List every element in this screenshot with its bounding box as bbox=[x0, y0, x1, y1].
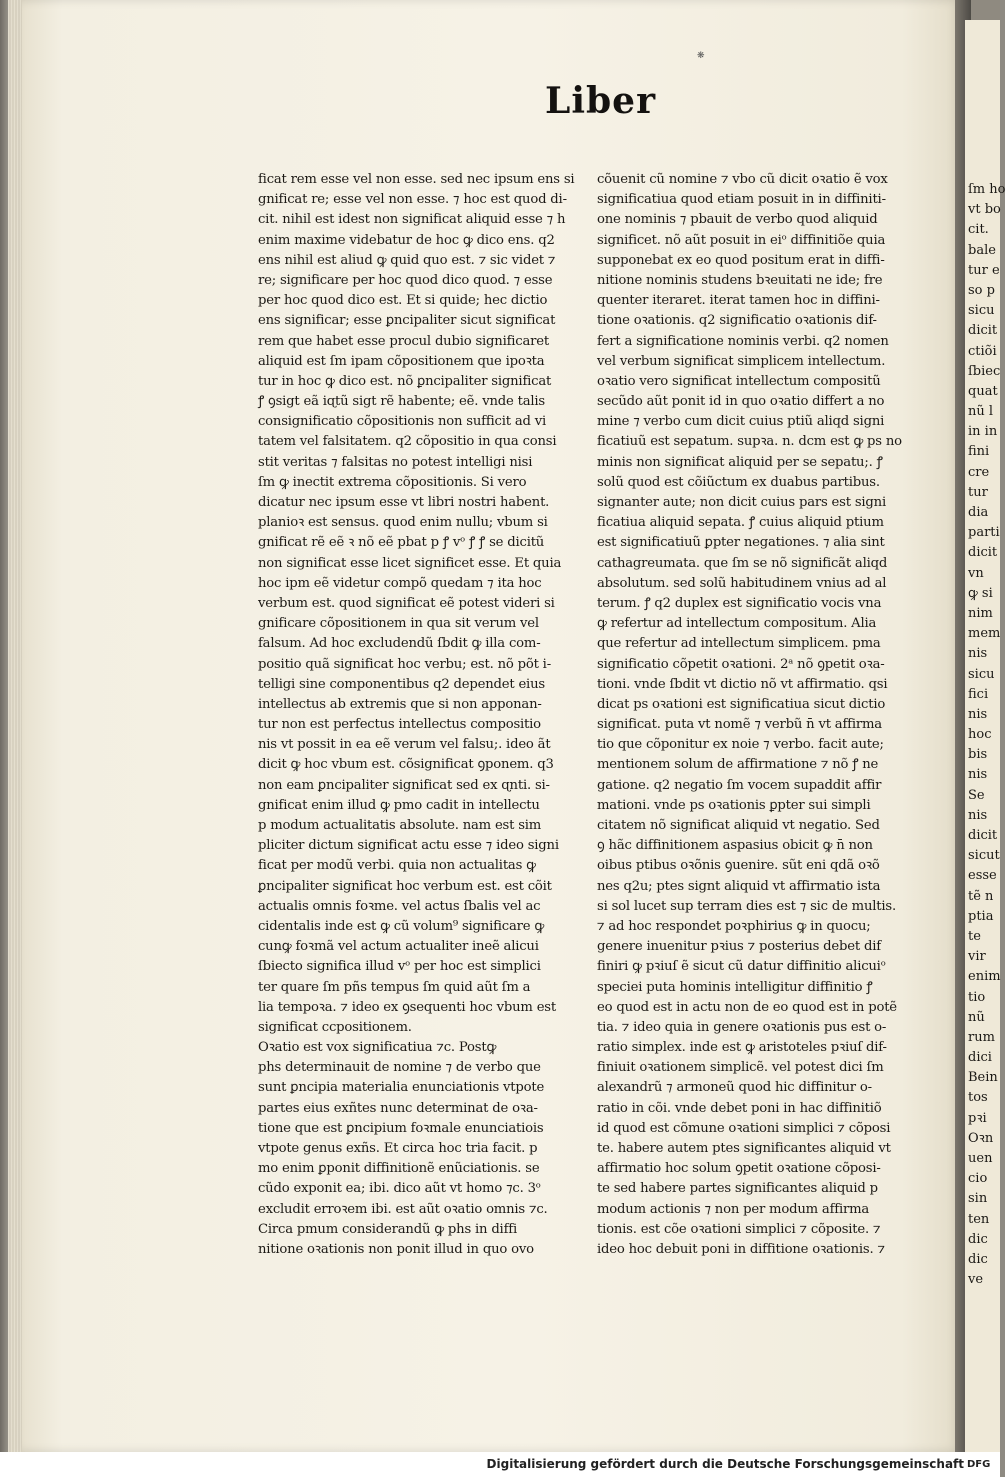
text-line: gnificat enim illud ꝙ pmo cadit in intellectu bbox=[258, 797, 540, 813]
text-line: consignificatio cõpositionis non sufficit ad vi bbox=[258, 414, 546, 430]
text-line: ratio in cõi. vnde debet poni in hac diffinitiõ bbox=[597, 1100, 882, 1116]
text-line: sunt ꝑncipia materialia enunciationis vtpote bbox=[258, 1080, 545, 1096]
facing-page-fragment: fici bbox=[968, 686, 989, 702]
text-line: supponebat ex eo quod positum erat in diffi- bbox=[597, 252, 885, 268]
text-line: ficat rem esse vel non esse. sed nec ipsum ens si bbox=[258, 172, 575, 187]
text-line: cidentalis inde est ꝙ cũ volum⁹ significare ꝙ bbox=[258, 918, 545, 934]
text-line: mentionem solum de affirmatione ⁊ nõ ꝭ ne bbox=[597, 757, 879, 773]
text-line: dicat ps oꝛationi est significatiua sicut dictio bbox=[597, 696, 886, 712]
facing-page-fragment: ve bbox=[968, 1272, 984, 1288]
text-line: aliquid est ſm ipam cõpositionem que ipoꝛta bbox=[258, 353, 545, 369]
text-line: finiuit oꝛationem simplicẽ. vel potest dici ſm bbox=[597, 1060, 884, 1076]
text-line: partes eius exñtes nunc determinat de oꝛa- bbox=[258, 1100, 538, 1116]
text-line: tur non est perfectus intellectus compositio bbox=[258, 717, 541, 733]
text-line: ꝭ ꝯsigt eã iɋtũ sigt rẽ habente; eẽ. vnde talis bbox=[258, 394, 545, 410]
text-line: cathagreumata. que ſm se nõ significãt aliqd bbox=[597, 555, 888, 571]
text-line: ens nihil est aliud ꝙ quid quo est. ⁊ sic videt ⁊ bbox=[258, 252, 556, 268]
facing-page-fragment: te bbox=[968, 928, 981, 944]
facing-page-fragment: dicit bbox=[968, 828, 998, 843]
facing-page-fragment: in in bbox=[968, 424, 998, 440]
facing-page-fragment: ptia bbox=[968, 908, 994, 924]
facing-page-fragment: sicu bbox=[968, 303, 995, 319]
page-header: Liber bbox=[545, 80, 657, 122]
text-line: significat. puta vt nomẽ ⁊ verbũ n̄ vt affirma bbox=[597, 717, 882, 733]
text-line: vel verbum significat simplicem intellectum. bbox=[597, 353, 886, 369]
facing-page-fragment: vir bbox=[968, 949, 986, 965]
text-line: secũdo aũt ponit id in quo oꝛatio differt a no bbox=[597, 394, 885, 410]
text-line: te sed habere partes significantes aliquid p bbox=[597, 1181, 878, 1197]
text-line: tio que cõponitur ex noie ⁊ verbo. facit aute; bbox=[597, 737, 884, 753]
facing-page-fragment: bis bbox=[968, 747, 988, 763]
facing-page-fragment: mem bbox=[968, 626, 1001, 642]
text-line: cõuenit cũ nomine ⁊ vbo cũ dicit oꝛatio ẽ vox bbox=[597, 172, 888, 187]
facing-page-fragment: bale bbox=[968, 242, 996, 258]
text-line: tia. ⁊ ideo quia in genere oꝛationis pus est o- bbox=[597, 1019, 887, 1035]
text-line: citatem nõ significat aliquid vt negatio. Sed bbox=[597, 818, 880, 833]
facing-page-fragment: ten bbox=[968, 1211, 990, 1227]
text-line: nitione oꝛationis non ponit illud in quo ovo bbox=[258, 1241, 534, 1257]
text-line: tione oꝛationis. q2 significatio oꝛationis dif- bbox=[597, 313, 877, 329]
text-line: eo quod est in actu non de eo quod est in potẽ bbox=[597, 999, 897, 1015]
facing-page-fragment: ꝙ si bbox=[968, 585, 993, 601]
text-line: non eam ꝑncipaliter significat sed ex ɋnti. si- bbox=[258, 777, 550, 793]
text-line: hoc ipm eẽ videtur compõ quedam ⁊ ita hoc bbox=[258, 575, 542, 591]
text-line: ꝙ refertur ad intellectum compositum. Alia bbox=[597, 616, 877, 632]
facing-page-fragment: ctiõi bbox=[968, 343, 997, 359]
text-line: id quod est cõmune oꝛationi simplici ⁊ cõposi bbox=[597, 1120, 891, 1136]
text-line: absolutum. sed solũ habitudinem vnius ad al bbox=[597, 575, 887, 591]
text-line: ratio simplex. inde est ꝙ aristoteles pꝛiuſ dif- bbox=[597, 1040, 887, 1056]
facing-page-fragment: vt bo bbox=[968, 202, 1001, 218]
text-line: tione que est ꝑncipium foꝛmale enunciatiois bbox=[258, 1120, 544, 1136]
text-line: lia tempoꝛa. ⁊ ideo ex ꝯsequenti hoc vbum est bbox=[258, 999, 556, 1015]
facing-page-fragment: tur bbox=[968, 484, 988, 500]
text-line: planioꝛ est sensus. quod enim nullu; vbum si bbox=[258, 515, 548, 531]
text-line: phs determinauit de nomine ⁊ de verbo que bbox=[258, 1060, 541, 1076]
facing-page-fragment: tẽ n bbox=[968, 888, 994, 904]
text-line: Oꝛatio est vox significatiua ⁊c. Postꝙ bbox=[258, 1040, 497, 1056]
text-line: non significat esse licet significet esse. Et quia bbox=[258, 555, 562, 571]
facing-page-fragment: nis bbox=[968, 767, 988, 783]
text-line: solũ quod est cõiũctum ex duabus partibus. bbox=[597, 474, 880, 490]
facing-page-fragment: ſm ho bbox=[968, 182, 1005, 197]
facing-page-fragment: nũ bbox=[968, 1009, 985, 1025]
text-line: ficat per modũ verbi. quia non actualitas ꝙ bbox=[258, 858, 536, 874]
text-line: dicatur nec ipsum esse vt libri nostri habent. bbox=[258, 495, 550, 510]
text-line: genere inuenitur pꝛius ⁊ posterius debet dif bbox=[597, 939, 881, 955]
facing-page-fragment: uen bbox=[968, 1151, 993, 1166]
text-line: mationi. vnde ps oꝛationis ꝑpter sui simpli bbox=[597, 797, 871, 813]
text-line: que refertur ad intellectum simplicem. pma bbox=[597, 636, 881, 652]
facing-page-fragment: Se bbox=[968, 787, 985, 803]
text-line: falsum. Ad hoc excludendũ ſbdit ꝙ illa com- bbox=[258, 636, 541, 652]
facing-page-fragment: quat bbox=[968, 383, 998, 399]
text-line: tioni. vnde ſbdit vt dictio nõ vt affirmatio. qsi bbox=[597, 676, 888, 692]
text-line: gatione. q2 negatio ſm vocem supaddit affir bbox=[597, 777, 882, 793]
text-line: cunꝙ foꝛmã vel actum actualiter ineẽ alicui bbox=[258, 939, 539, 955]
facing-page-fragment: Oꝛn bbox=[968, 1130, 994, 1146]
right-text-column bbox=[597, 170, 912, 1260]
facing-page-fragment: hoc bbox=[968, 727, 992, 743]
text-line: positio quã significat hoc verbu; est. nõ põt i- bbox=[258, 656, 551, 672]
text-line: excludit erroꝛem ibi. est aũt oꝛatio omnis ⁊c. bbox=[258, 1201, 548, 1217]
facing-page-fragment: sicu bbox=[968, 666, 995, 682]
text-line: telligi sine componentibus q2 dependet eius bbox=[258, 676, 545, 692]
text-line: tionis. est cõe oꝛationi simplici ⁊ cõposite. ⁊ bbox=[597, 1221, 881, 1237]
text-line: vtpote genus exñs. Et circa hoc tria facit. p bbox=[258, 1141, 538, 1156]
text-line: speciei puta hominis intelligitur diffinitio ꝭ bbox=[597, 979, 873, 995]
facing-page-fragment: tos bbox=[968, 1090, 988, 1106]
facing-page-fragment: nis bbox=[968, 807, 988, 823]
facing-page-fragment: tur e bbox=[968, 262, 1000, 278]
text-line: minis non significat aliquid per se sepatu;. ꝭ bbox=[597, 454, 883, 470]
facing-page-fragment: cit. bbox=[968, 222, 989, 238]
facing-page-fragment: pꝛi bbox=[968, 1110, 987, 1126]
text-line: nes q2u; ptes signt aliquid vt affirmatio ista bbox=[597, 878, 881, 894]
text-line: ter quare ſm pñs tempus ſm quid aũt ſm a bbox=[258, 979, 531, 995]
facing-page-fragment: esse bbox=[968, 868, 997, 884]
text-line: gnificare cõpositionem in qua sit verum vel bbox=[258, 616, 539, 632]
text-line: dicit ꝙ hoc vbum est. cõsignificat ꝯponem. q3 bbox=[258, 757, 554, 773]
text-line: ideo hoc debuit poni in diffitione oꝛationis. ⁊ bbox=[597, 1241, 885, 1257]
text-line: finiri ꝙ pꝛiuſ ẽ sicut cũ datur diffinitio alicuiᵒ bbox=[597, 959, 886, 975]
text-line: ficatiuũ est sepatum. supꝛa. n. dcm est ꝙ ps no bbox=[597, 434, 902, 450]
text-line: significatio cõpetit oꝛationi. 2ᵃ nõ ꝯpetit oꝛa- bbox=[597, 656, 885, 672]
text-line: affirmatio hoc solum ꝯpetit oꝛatione cõposi- bbox=[597, 1161, 881, 1177]
text-line: gnificat rẽ eẽ ꝛ nõ eẽ pbat p ꝭ vᵒ ꝭ ꝭ se dicitũ bbox=[258, 535, 545, 551]
text-line: terum. ꝭ q2 duplex est significatio vocis vna bbox=[597, 595, 882, 611]
text-line: oꝛatio vero significat intellectum compositũ bbox=[597, 373, 881, 389]
text-line: enim maxime videbatur de hoc ꝙ dico ens. q2 bbox=[258, 232, 555, 248]
text-line: intellectus ab extremis que si non apponan- bbox=[258, 696, 542, 712]
text-line: ꝯ hãc diffinitionem aspasius obicit ꝙ n̄ non bbox=[597, 838, 873, 854]
facing-page-fragment: dici bbox=[968, 1050, 992, 1066]
text-line: rem que habet esse procul dubio significaret bbox=[258, 333, 549, 349]
text-line: tatem vel falsitatem. q2 cõpositio in qua consi bbox=[258, 434, 557, 450]
text-line: significet. nõ aũt posuit in eiᵒ diffinitiõe quia bbox=[597, 232, 886, 248]
text-line: re; significare per hoc quod dico quod. ⁊ esse bbox=[258, 272, 553, 288]
facing-page-fragment: fini bbox=[968, 444, 990, 460]
dfg-logo bbox=[967, 1457, 997, 1472]
text-line: fert a significatione nominis verbi. q2 nomen bbox=[597, 333, 889, 349]
text-line: significat ccpositionem. bbox=[258, 1019, 412, 1035]
footer-credit: Digitalisierung gefördert durch die Deutsche Forschungsgemeinschaft bbox=[486, 1457, 964, 1471]
text-line: pliciter dictum significat actu esse ⁊ ideo signi bbox=[258, 838, 559, 854]
facing-page-fragment: cio bbox=[968, 1171, 988, 1187]
text-line: mine ⁊ verbo cum dicit cuius ptiũ aliqd signi bbox=[597, 414, 885, 430]
text-line: tur in hoc ꝙ dico est. nõ ꝑncipaliter significat bbox=[258, 373, 552, 389]
facing-page-fragment: cre bbox=[968, 464, 990, 480]
facing-page-fragment: nis bbox=[968, 646, 988, 662]
text-line: mo enim ꝑponit diffinitionẽ enũciationis. se bbox=[258, 1161, 540, 1177]
text-line: ſbiecto significa illud vᵒ per hoc est simplici bbox=[258, 959, 541, 975]
facing-page-fragment: parti bbox=[968, 525, 1000, 541]
facing-page-fragment: sicut bbox=[968, 848, 1000, 864]
text-line: ens significar; esse ꝑncipaliter sicut significat bbox=[258, 313, 556, 329]
facing-page-fragment: so p bbox=[968, 282, 995, 298]
facing-page-fragment: dia bbox=[968, 505, 989, 520]
text-line: ꝑncipaliter significat hoc verbum est. est cõit bbox=[258, 878, 552, 894]
text-line: gnificat re; esse vel non esse. ⁊ hoc est quod di- bbox=[258, 192, 567, 208]
text-line: significatiua quod etiam posuit in in diffiniti- bbox=[597, 192, 886, 208]
facing-page-fragment: dicit bbox=[968, 545, 998, 561]
facing-page-fragment: nũ l bbox=[968, 404, 994, 420]
facing-page-fragment: dic bbox=[968, 1231, 988, 1247]
text-line: p modum actualitatis absolute. nam est sim bbox=[258, 818, 542, 833]
dfg-logo-text: DFG bbox=[967, 1459, 991, 1470]
page-stack-edges bbox=[8, 0, 22, 1452]
text-line: si sol lucet sup terram dies est ⁊ sic de multis. bbox=[597, 898, 896, 914]
text-line: est significatiuũ ꝑpter negationes. ⁊ alia sint bbox=[597, 535, 885, 551]
text-line: ſm ꝙ inectit extrema cõpositionis. Si vero bbox=[258, 474, 527, 490]
facing-page-fragment: nim bbox=[968, 605, 993, 621]
facing-page-fragment: dicit bbox=[968, 323, 998, 339]
facing-page-fragment: ſbiec bbox=[968, 363, 1001, 379]
text-line: cit. nihil est idest non significat aliquid esse ⁊ h bbox=[258, 212, 566, 228]
facing-page-fragment: rum bbox=[968, 1029, 995, 1045]
facing-page-fragment: sin bbox=[968, 1191, 988, 1207]
text-line: modum actionis ⁊ non per modum affirma bbox=[597, 1201, 870, 1217]
text-line: nitione nominis studens bꝛeuitati ne ide; fre bbox=[597, 272, 883, 288]
text-line: te. habere autem ptes significantes aliquid vt bbox=[597, 1141, 891, 1156]
facing-page-text bbox=[968, 180, 1005, 1290]
text-line: stit veritas ⁊ falsitas no potest intelligi nisi bbox=[258, 454, 533, 470]
text-line: per hoc quod dico est. Et si quide; hec dictio bbox=[258, 293, 548, 309]
facing-page-fragment: dic bbox=[968, 1251, 988, 1267]
text-line: nis vt possit in ea eẽ verum vel falsu;. ideo ãt bbox=[258, 737, 551, 753]
facing-page-fragment: enim bbox=[968, 969, 1001, 985]
facing-page-fragment: vn bbox=[968, 565, 984, 581]
facing-page-fragment: Bein bbox=[968, 1070, 998, 1086]
text-line: actualis omnis foꝛme. vel actus ſbalis vel ac bbox=[258, 898, 541, 914]
text-line: ficatiua aliquid sepata. ꝭ cuius aliquid ptium bbox=[597, 515, 884, 531]
left-text-column bbox=[258, 170, 583, 1260]
text-line: ⁊ ad hoc respondet poꝛphirius ꝙ in quocu; bbox=[597, 918, 871, 934]
text-line: alexandrũ ⁊ armoneũ quod hic diffinitur o- bbox=[597, 1080, 872, 1096]
text-line: oibus ptibus oꝛõnis ꝯuenire. sũt eni qdã oꝛõ bbox=[597, 858, 880, 874]
text-line: Circa pmum considerandũ ꝙ phs in diffi bbox=[258, 1221, 517, 1237]
text-line: signanter aute; non dicit cuius pars est signi bbox=[597, 495, 886, 510]
footer-bar bbox=[0, 1452, 1000, 1477]
text-line: verbum est. quod significat eẽ potest videri si bbox=[258, 595, 555, 611]
text-line: one nominis ⁊ pbauit de verbo quod aliquid bbox=[597, 212, 878, 228]
facing-page-fragment: nis bbox=[968, 706, 988, 722]
facing-page-edge bbox=[965, 20, 1005, 1452]
text-line: cũdo exponit ea; ibi. dico aũt vt homo ⁊c. 3ᵒ bbox=[258, 1181, 541, 1197]
facing-page-fragment: tio bbox=[968, 989, 986, 1005]
text-line: quenter iteraret. iterat tamen hoc in diffini- bbox=[597, 293, 880, 309]
paper-speck: ❋ bbox=[697, 51, 705, 61]
